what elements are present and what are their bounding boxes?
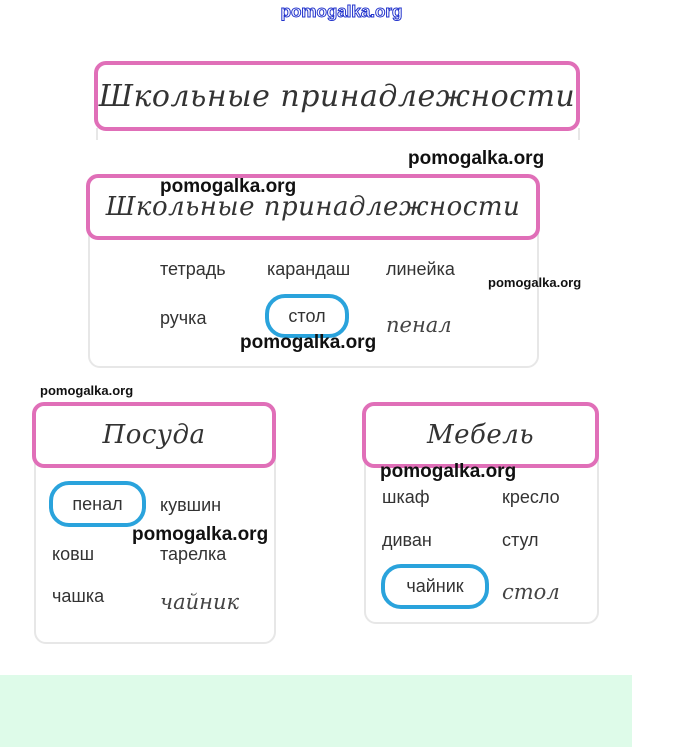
word-kreslo: кресло (502, 487, 560, 507)
watermark: pomogalka.org (160, 176, 297, 197)
circled-word-chaynik: чайник (381, 564, 489, 609)
handwritten-penal: пенал (386, 313, 452, 337)
circled-word-penal: пенал (49, 481, 146, 527)
word-divan: диван (382, 530, 432, 550)
word-kovsh: ковш (52, 544, 95, 564)
watermark: pomogalka.org (132, 524, 269, 545)
word-kuvshin: кувшин (160, 495, 222, 515)
word-chashka: чашка (52, 586, 105, 606)
school-supplies-title: Школьные принадлежности (86, 174, 540, 240)
watermark: pomogalka.org (240, 332, 377, 353)
word-tarelka: тарелка (160, 544, 227, 564)
watermark: pomogalka.org (40, 383, 134, 398)
watermark: pomogalka.org (408, 148, 545, 169)
main-title: Школьные принадлежности (94, 61, 580, 131)
word-stul: стул (502, 530, 539, 550)
word-ruchka: ручка (160, 308, 207, 328)
word-karandash: карандаш (267, 259, 351, 279)
handwritten-stol: стол (502, 580, 560, 604)
footer-band (0, 675, 632, 747)
furniture-title: Мебель (362, 402, 599, 468)
circled-word-stol: стол (265, 294, 349, 338)
handwritten-chaynik: чайник (160, 590, 240, 614)
watermark: pomogalka.org (380, 461, 517, 482)
word-tetrad: тетрадь (160, 259, 226, 279)
watermark: pomogalka.org (488, 275, 582, 290)
word-shkaf: шкаф (382, 487, 430, 507)
word-lineyka: линейка (386, 259, 455, 279)
watermark-top: pomogalka.org (280, 2, 403, 21)
dishes-title: Посуда (32, 402, 276, 468)
